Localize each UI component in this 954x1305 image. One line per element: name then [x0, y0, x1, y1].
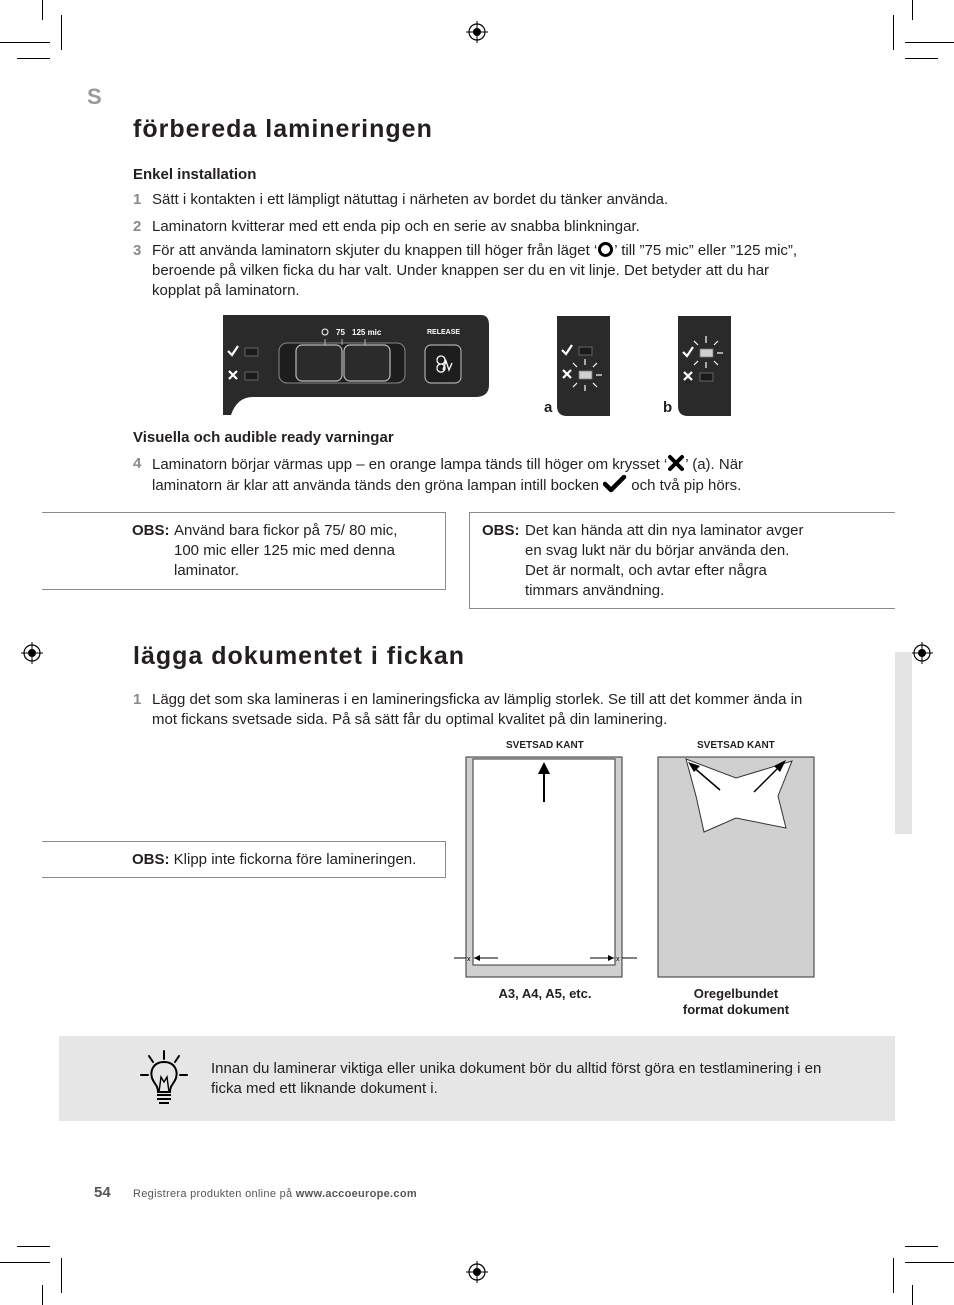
- svg-text:x: x: [467, 956, 471, 963]
- step-4: [133, 454, 793, 496]
- language-marker: S: [87, 84, 102, 109]
- obs-text: Det kan hända att din nya laminator avger en svag lukt när du börjar använda den. Det är normalt, och avtar efter några timmars användning.: [525, 522, 804, 599]
- svg-text:x: x: [616, 956, 620, 963]
- registration-mark-icon: [466, 1261, 488, 1283]
- page-number: 54: [94, 1184, 111, 1201]
- sealed-edge-label-left: SVETSAD KANT: [506, 740, 584, 751]
- step-number: 3: [133, 242, 142, 259]
- svg-text:125 mic: 125 mic: [352, 328, 382, 337]
- svg-text:RELEASE: RELEASE: [427, 329, 461, 336]
- tip-text: Innan du laminerar viktiga eller unika dokument bör du alltid först göra en testlaminering i en ficka med ett liknande dokument i.: [211, 1060, 822, 1097]
- subtitle-warnings: Visuella och audible ready varningar: [133, 429, 394, 446]
- step-text-cont: ’ till ”75 mic” eller ”125 mic”, beroende på vilken ficka du har valt. Under knappen ser du en vit linje. Det betyder att du har kopplat på laminatorn.: [152, 242, 798, 299]
- step-text: Sätt i kontakten i ett lämpligt nätuttag i närheten av bordet du tänker använda.: [152, 191, 669, 208]
- caption-irregular-2: format dokument: [682, 1002, 790, 1017]
- side-tab: [895, 652, 912, 834]
- registration-mark-icon: [466, 21, 488, 43]
- control-panel-illustration: [223, 315, 491, 416]
- off-circle-icon: [597, 241, 614, 258]
- subtitle-setup: Enkel installation: [133, 166, 257, 183]
- registration-mark-icon: [21, 642, 43, 664]
- obs-label: OBS:: [482, 522, 520, 539]
- caption-irregular-1: Oregelbundet: [693, 986, 779, 1001]
- step-insert-1: [133, 690, 823, 730]
- step-text: Lägg det som ska lamineras i en lamineringsficka av lämplig storlek. Se till att det kommer ända in mot fickans svetsade sida. På så sätt får du optimal kvalitet på din laminering.: [152, 691, 803, 728]
- footer-url[interactable]: www.accoeurope.com: [295, 1188, 417, 1200]
- step-1: [133, 190, 823, 210]
- cross-icon: [667, 454, 685, 472]
- lightbulb-icon: [138, 1047, 190, 1109]
- step-text-cont: ’ (a). När laminatorn är klar att använda tänds den gröna lampan intill bocken: [152, 456, 744, 494]
- step-3: [133, 241, 803, 301]
- caption-a: a: [544, 399, 553, 416]
- section-title-insert: lägga dokumentet i fickan: [133, 642, 466, 670]
- section-title-prepare: förbereda lamineringen: [133, 115, 433, 143]
- step-2: [133, 217, 823, 237]
- obs-note-cut: [42, 841, 446, 878]
- step-number: 4: [133, 455, 142, 472]
- obs-label: OBS:: [132, 522, 170, 539]
- obs-note-right: [469, 512, 895, 609]
- pouch-standard-diagram: [452, 750, 642, 982]
- step-number: 1: [133, 691, 142, 708]
- sealed-edge-label-right: SVETSAD KANT: [697, 740, 775, 751]
- step-text-end: och två pip hörs.: [627, 477, 742, 494]
- svg-text:75: 75: [336, 328, 345, 337]
- check-icon: [603, 475, 627, 493]
- pouch-irregular-diagram: [656, 756, 816, 980]
- step-text: För att använda laminatorn skjuter du knappen till höger från läget ‘: [152, 242, 598, 259]
- indicator-a-illustration: [557, 316, 610, 416]
- obs-text: Klipp inte fickorna före lamineringen.: [173, 851, 417, 868]
- obs-text: Använd bara fickor på 75/ 80 mic, 100 mic eller 125 mic med denna laminator.: [174, 522, 398, 579]
- footer-register: Registrera produkten online på www.accoeurope.com: [133, 1188, 417, 1200]
- step-number: 1: [133, 191, 142, 208]
- obs-note-left: [42, 512, 446, 590]
- caption-standard-formats: A3, A4, A5, etc.: [498, 986, 592, 1001]
- step-number: 2: [133, 218, 142, 235]
- step-text: Laminatorn kvitterar med ett enda pip och en serie av snabba blinkningar.: [152, 218, 640, 235]
- registration-mark-icon: [911, 642, 933, 664]
- obs-label: OBS:: [132, 851, 170, 868]
- caption-b: b: [663, 399, 673, 416]
- indicator-b-illustration: [678, 316, 731, 416]
- step-text: Laminatorn börjar värmas upp – en orange lampa tänds till höger om krysset ‘: [152, 456, 668, 473]
